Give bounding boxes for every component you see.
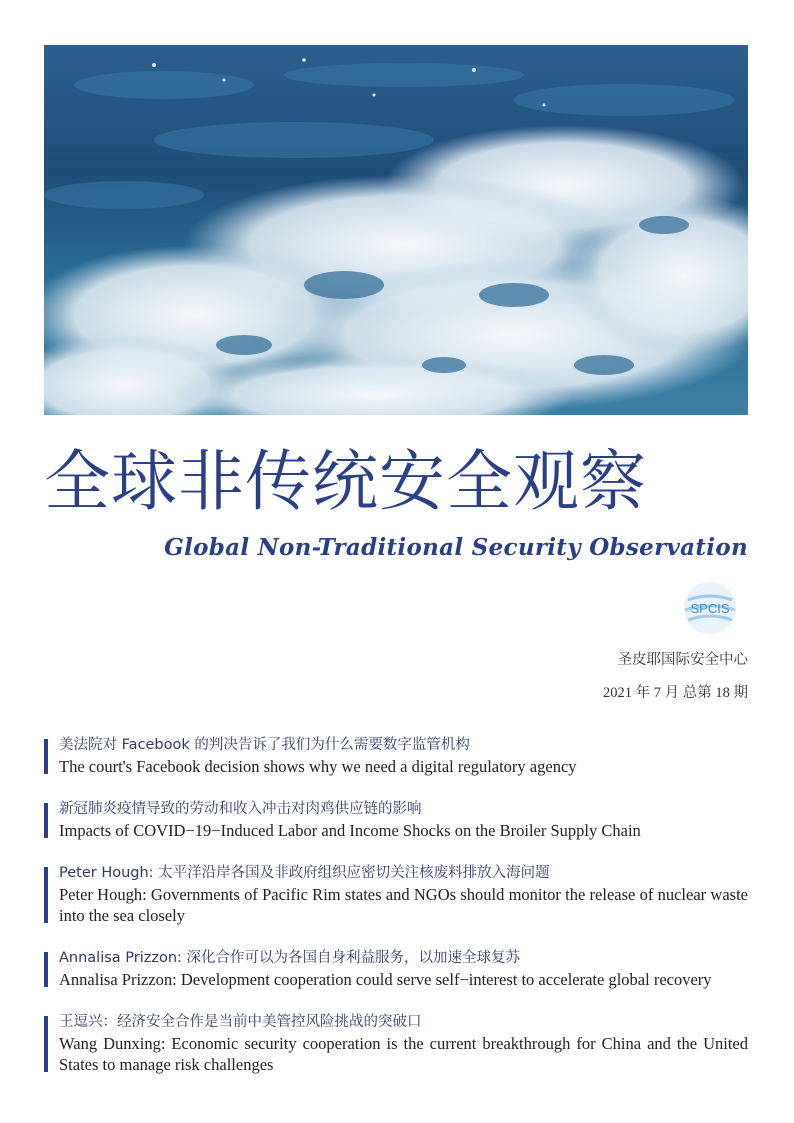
article-title-cn: 美法院对 Facebook 的判决告诉了我们为什么需要数字监管机构	[59, 737, 470, 753]
article-title-en: Wang Dunxing: Economic security cooperation is the current breakthrough for China and the United States to manage risk challenges	[59, 1034, 748, 1074]
article-title-en: Peter Hough: Governments of Pacific Rim states and NGOs should monitor the release of nuclear waste into the sea closely	[59, 885, 748, 925]
accent-bar	[44, 739, 48, 774]
accent-bar	[44, 952, 48, 987]
article-title-en: Impacts of COVID−19−Induced Labor and Income Shocks on the Broiler Supply Chain	[59, 821, 641, 840]
accent-bar	[44, 867, 48, 923]
article-title-cn: 王逗兴：经济安全合作是当前中美管控风险挑战的突破口	[59, 1014, 422, 1030]
article-item[interactable]	[44, 735, 748, 777]
issue-number: 2021 年 7 月 总第 18 期	[603, 685, 748, 701]
article-title-cn: 新冠肺炎疫情导致的劳动和收入冲击对肉鸡供应链的影响	[59, 801, 422, 817]
accent-bar	[44, 803, 48, 838]
article-item[interactable]	[44, 799, 748, 841]
article-list	[44, 735, 748, 1097]
article-title-en: The court's Facebook decision shows why we need a digital regulatory agency	[59, 757, 577, 776]
article-item[interactable]	[44, 1012, 748, 1075]
accent-bar	[44, 1016, 48, 1072]
title-english: Global Non-Traditional Security Observation	[164, 534, 748, 561]
article-title-cn: Peter Hough: 太平洋沿岸各国及非政府组织应密切关注核废料排放入海问题	[59, 865, 550, 881]
article-title-en: Annalisa Prizzon: Development cooperation could serve self−interest to accelerate global recovery	[59, 970, 712, 989]
organization-name: 圣皮耶国际安全中心	[617, 652, 748, 668]
ocean-waves-image	[44, 45, 748, 415]
article-item[interactable]	[44, 948, 748, 990]
spcis-logo	[682, 580, 738, 636]
article-item[interactable]	[44, 863, 748, 926]
svg-text:SPCIS: SPCIS	[690, 601, 730, 616]
title-chinese: 全球非传统安全观察	[44, 443, 647, 520]
article-title-cn: Annalisa Prizzon: 深化合作可以为各国自身利益服务，以加速全球复苏	[59, 950, 521, 966]
